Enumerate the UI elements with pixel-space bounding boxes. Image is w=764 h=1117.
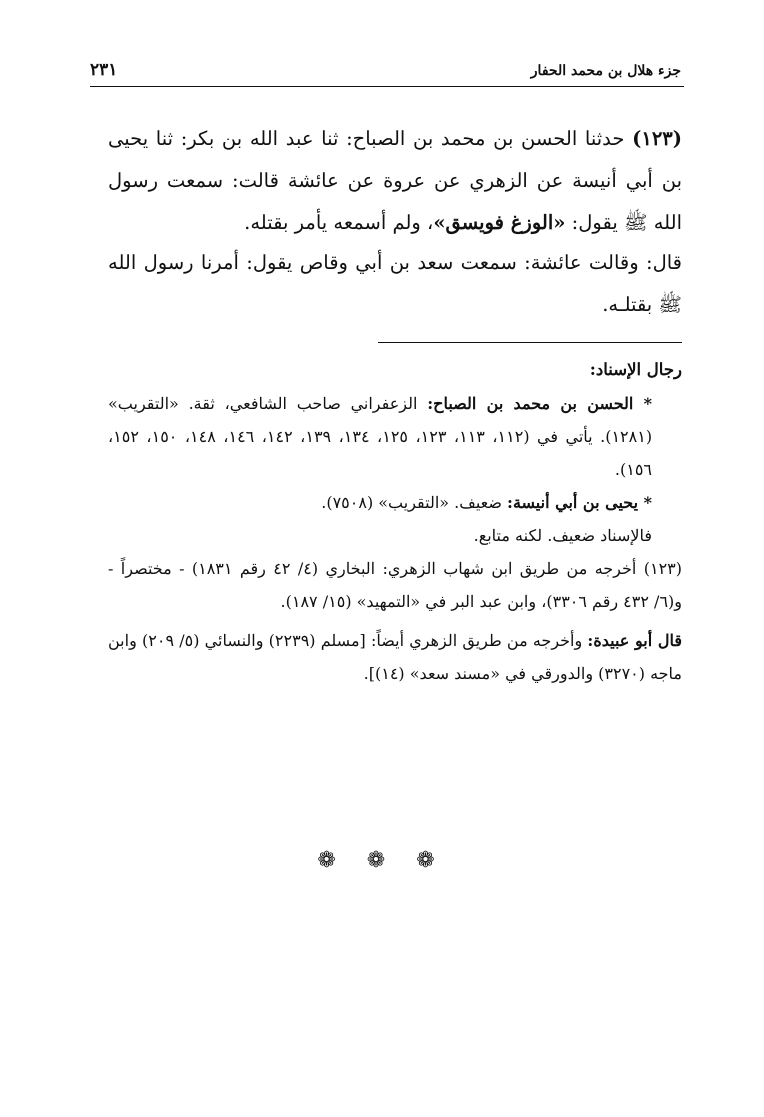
takhrij-note: (١٢٣) أخرجه من طريق ابن شهاب الزهري: البخاري (٤/ ٤٢ رقم ١٨٣١) - مختصراً - و(٦/ ٤٣٢ رقم ٣٣٠٦)، وابن عبد البر في «التمهيد» (١٥/ ١٨٧). <box>108 559 683 611</box>
editor-note <box>108 624 682 690</box>
hadith-text <box>108 118 682 326</box>
section-divider <box>378 342 682 343</box>
editor-name: قال أبو عبيدة: <box>587 631 682 650</box>
running-title: جزء هلال بن محمد الحفار <box>530 63 681 79</box>
isnad-verdict: فالإسناد ضعيف. لكنه متابع. <box>473 526 652 545</box>
narrator-text-2: ضعيف. «التقريب» (٧٥٠٨). <box>321 493 502 512</box>
narrator-name-1: * الحسن بن محمد بن الصباح: <box>427 394 653 413</box>
page-number: ٢٣١ <box>90 60 118 80</box>
editor-text: وأخرجه من طريق الزهري أيضاً: [مسلم (٢٢٣٩) والنسائي (٥/ ٢٠٩) وابن ماجه (٣٢٧٠) والدورقي في «مسند سعد» (١٤)]. <box>108 631 682 683</box>
hadith-quote: «الوزغ فويسق» <box>433 211 566 234</box>
header-divider <box>90 86 684 87</box>
narrator-name-2: * يحيى بن أبي أنيسة: <box>507 493 652 512</box>
narrator-note-2 <box>108 486 682 519</box>
narrator-text-1: الزعفراني صاحب الشافعي، ثقة. «التقريب» (١٢٨١). يأتي في (١١٢، ١١٣، ١٢٣، ١٢٥، ١٣٤، ١٣٩، ١٤٢، ١٤٦، ١٤٨، ١٥٠، ١٥٢، ١٥٦). <box>108 394 653 479</box>
footnotes <box>108 353 682 690</box>
hadith-isnad: حدثنا الحسن بن محمد بن الصباح: ثنا عبد الله بن بكر: ثنا يحيى بن أبي أنيسة عن الزهري عن عروة عن عائشة قالت: سمعت رسول الله ﷺ يقول: <box>108 127 682 234</box>
hadith-number: (١٢٣) <box>632 127 682 150</box>
hadith-paragraph-2: قال: وقالت عائشة: سمعت سعد بن أبي وقاص يقول: أمرنا رسول الله ﷺ بقتلـه. <box>108 251 682 316</box>
hadith-tail: ، ولم أسمعه يأمر بقتله. <box>244 211 434 234</box>
hadith-paragraph-1 <box>108 118 682 244</box>
narrator-note-1 <box>108 387 682 486</box>
notes-heading: رجال الإسناد: <box>589 360 682 379</box>
ornament-divider: ❁ ❁ ❁ <box>317 848 447 873</box>
